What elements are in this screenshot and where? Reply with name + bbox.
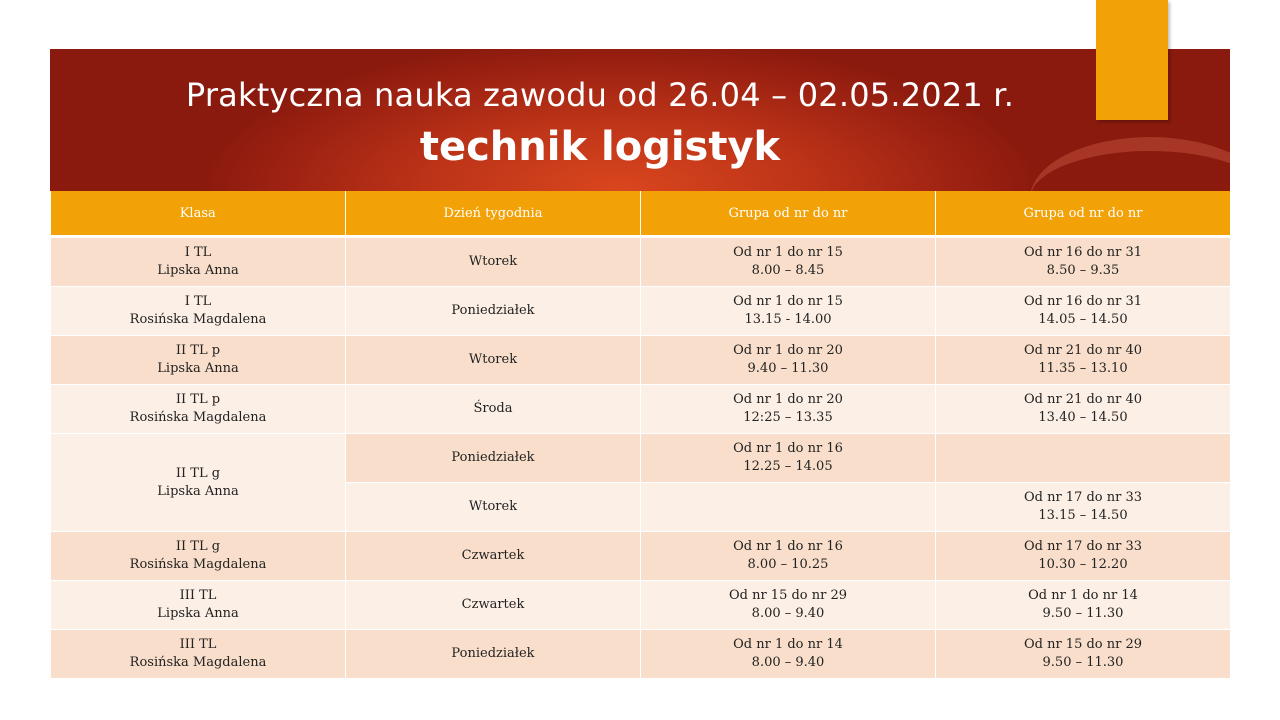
group-time: 12:25 – 13.35	[743, 410, 833, 425]
class-cell	[51, 336, 346, 385]
header-group-2: Grupa od nr do nr	[936, 191, 1231, 237]
group-range: Od nr 1 do nr 20	[733, 392, 843, 407]
class-cell	[51, 287, 346, 336]
group-range: Od nr 21 do nr 40	[1023, 343, 1143, 358]
group-2-cell	[936, 287, 1231, 336]
group-range: Od nr 1 do nr 15	[733, 294, 843, 309]
group-time: 8.00 – 9.40	[751, 655, 825, 670]
teacher-name: Lipska Anna	[157, 361, 239, 376]
day-cell: Wtorek	[346, 336, 641, 385]
group-2-cell	[936, 385, 1231, 434]
group-time: 12.25 – 14.05	[743, 459, 833, 474]
day-cell: Poniedziałek	[346, 630, 641, 679]
group-2-cell	[936, 434, 1231, 483]
teacher-name: Rosińska Magdalena	[129, 312, 267, 327]
group-2-cell	[936, 237, 1231, 287]
teacher-name: Lipska Anna	[157, 606, 239, 621]
group-range: Od nr 1 do nr 20	[733, 343, 843, 358]
day-cell: Wtorek	[346, 483, 641, 532]
group-1-cell	[641, 630, 936, 679]
group-range: Od nr 17 do nr 33	[1023, 539, 1143, 554]
day-cell: Czwartek	[346, 532, 641, 581]
group-1-cell	[641, 385, 936, 434]
table-row	[51, 630, 1231, 679]
table-row	[51, 532, 1231, 581]
group-range: Od nr 16 do nr 31	[1023, 294, 1143, 309]
group-time: 9.40 – 11.30	[747, 361, 829, 376]
group-range: Od nr 1 do nr 15	[733, 245, 843, 260]
group-1-cell	[641, 237, 936, 287]
group-time: 9.50 – 11.30	[1042, 655, 1124, 670]
slide-subtitle: technik logistyk	[419, 124, 781, 170]
group-time: 8.00 – 8.45	[751, 263, 825, 278]
group-2-cell	[936, 581, 1231, 630]
class-cell	[51, 630, 346, 679]
table-row	[51, 336, 1231, 385]
group-range: Od nr 15 do nr 29	[728, 588, 848, 603]
table-row	[51, 581, 1231, 630]
group-range: Od nr 1 do nr 14	[1028, 588, 1138, 603]
day-cell: Czwartek	[346, 581, 641, 630]
table-row	[51, 385, 1231, 434]
day-cell: Poniedziałek	[346, 434, 641, 483]
table-row	[51, 434, 1231, 483]
header-group-1: Grupa od nr do nr	[641, 191, 936, 237]
class-name: III TL	[179, 588, 217, 603]
group-time: 13.15 - 14.00	[744, 312, 832, 327]
class-name: III TL	[179, 637, 217, 652]
group-range: Od nr 1 do nr 14	[733, 637, 843, 652]
class-name: II TL p	[175, 392, 221, 407]
group-1-cell	[641, 483, 936, 532]
group-1-cell	[641, 336, 936, 385]
header-class: Klasa	[51, 191, 346, 237]
group-range: Od nr 17 do nr 33	[1023, 490, 1143, 505]
group-2-cell	[936, 336, 1231, 385]
group-range: Od nr 1 do nr 16	[733, 441, 843, 456]
group-1-cell	[641, 581, 936, 630]
day-cell: Środa	[346, 385, 641, 434]
class-cell	[51, 434, 346, 532]
class-cell	[51, 385, 346, 434]
group-range: Od nr 1 do nr 16	[733, 539, 843, 554]
group-1-cell	[641, 287, 936, 336]
group-time: 9.50 – 11.30	[1042, 606, 1124, 621]
table-row	[51, 237, 1231, 287]
table-header-row	[51, 191, 1231, 237]
group-time: 10.30 – 12.20	[1038, 557, 1128, 572]
group-time: 11.35 – 13.10	[1038, 361, 1128, 376]
group-time: 14.05 – 14.50	[1038, 312, 1128, 327]
group-2-cell	[936, 483, 1231, 532]
group-time: 13.15 – 14.50	[1038, 508, 1128, 523]
class-name: II TL p	[175, 343, 221, 358]
day-cell: Poniedziałek	[346, 287, 641, 336]
teacher-name: Lipska Anna	[157, 263, 239, 278]
group-time: 8.50 – 9.35	[1046, 263, 1120, 278]
day-cell: Wtorek	[346, 237, 641, 287]
class-name: I TL	[184, 245, 212, 260]
group-range: Od nr 21 do nr 40	[1023, 392, 1143, 407]
class-name: I TL	[184, 294, 212, 309]
class-name: II TL g	[175, 539, 221, 554]
teacher-name: Rosińska Magdalena	[129, 557, 267, 572]
teacher-name: Rosińska Magdalena	[129, 410, 267, 425]
slide-title: Praktyczna nauka zawodu od 26.04 – 02.05.2021 r.	[185, 76, 1015, 114]
class-cell	[51, 532, 346, 581]
table-row	[51, 287, 1231, 336]
group-1-cell	[641, 532, 936, 581]
group-range: Od nr 16 do nr 31	[1023, 245, 1143, 260]
header-day: Dzień tygodnia	[346, 191, 641, 237]
group-1-cell	[641, 434, 936, 483]
class-cell	[51, 237, 346, 287]
class-cell	[51, 581, 346, 630]
schedule-table	[50, 191, 1231, 679]
group-time: 8.00 – 9.40	[751, 606, 825, 621]
group-time: 13.40 – 14.50	[1038, 410, 1128, 425]
class-name: II TL g	[175, 465, 221, 481]
group-range: Od nr 15 do nr 29	[1023, 637, 1143, 652]
group-time: 8.00 – 10.25	[747, 557, 829, 572]
teacher-name: Rosińska Magdalena	[129, 655, 267, 670]
group-2-cell	[936, 532, 1231, 581]
group-2-cell	[936, 630, 1231, 679]
teacher-name: Lipska Anna	[157, 483, 239, 499]
